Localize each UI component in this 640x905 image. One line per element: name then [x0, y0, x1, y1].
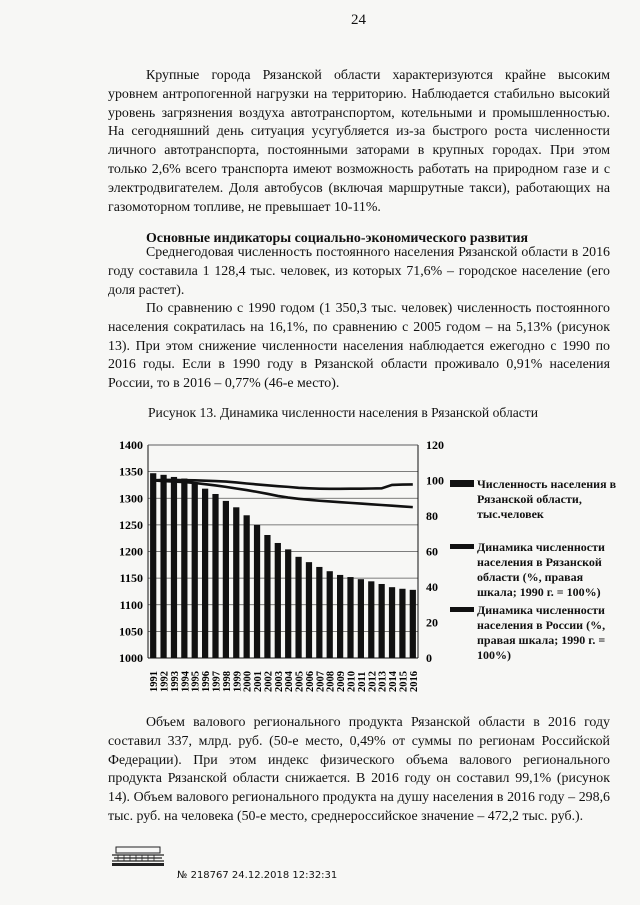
left-tick-label: 1400 — [119, 438, 143, 452]
paragraph-population-change: По сравнению с 1990 годом (1 350,3 тыс. человек) численность постоянного населения сократилась на 16,1%, по сравнению с 2005 годом – на 5,13% (рисунок 13). При этом снижение численности населения наблюдается ежегодно с 1990 по 2016 годы. Если в 1990 году в Рязанской области проживало 0,91% населения России, то в 2016 – 0,77% (46-е место). — [108, 301, 610, 392]
bar-2003 — [275, 543, 281, 658]
bar-2012 — [368, 581, 374, 658]
x-tick-label: 2003 — [273, 671, 285, 692]
x-tick-label: 2013 — [377, 671, 389, 692]
bar-1998 — [223, 501, 229, 658]
x-tick-label: 2008 — [325, 671, 337, 692]
x-tick-label: 2012 — [367, 671, 379, 692]
right-tick-label: 60 — [426, 544, 438, 559]
bar-1993 — [171, 477, 177, 658]
left-tick-label: 1100 — [119, 597, 143, 612]
bar-2002 — [264, 535, 270, 658]
left-tick-label: 1150 — [119, 571, 143, 586]
x-tick-label: 2016 — [408, 671, 420, 692]
x-tick-label: 2006 — [304, 671, 316, 692]
left-tick-label: 1250 — [119, 517, 143, 532]
x-tick-label: 2000 — [242, 671, 254, 692]
right-tick-label: 120 — [426, 438, 444, 452]
bar-2006 — [306, 562, 312, 658]
x-tick-label: 2001 — [253, 671, 265, 692]
legend-swatch-line — [450, 544, 474, 549]
bar-2011 — [358, 579, 364, 658]
bar-2001 — [254, 525, 260, 658]
page-number: 24 — [351, 12, 366, 28]
x-tick-label: 1993 — [169, 671, 181, 692]
legend-label: Динамика численности населения в России (%, правая шкала; 1990 г. = 100%) — [477, 603, 606, 662]
bar-2004 — [285, 549, 291, 658]
right-tick-label: 100 — [426, 473, 444, 488]
bar-1996 — [202, 489, 208, 658]
x-tick-label: 2002 — [263, 671, 275, 692]
x-tick-label: 2005 — [294, 671, 306, 692]
left-tick-label: 1200 — [119, 544, 143, 559]
legend-swatch-line — [450, 607, 474, 612]
bar-2000 — [244, 515, 250, 658]
paragraph-grp: Объем валового регионального продукта Рязанской области в 2016 году составил 337, млрд. руб. (50-е место, 0,49% от суммы по регионам Российской Федерации). При этом индекс физического объема валового регионального продукта Рязанской области снижается. В 2016 году он составил 99,1% (рисунок 14). Объем валового регионального продукта на душу населения в 2016 году – 298,6 тыс. руб. на человека (50-е место, среднероссийское значение – 472,2 тыс. руб.). — [108, 715, 610, 824]
x-tick-label: 1998 — [221, 671, 233, 692]
x-tick-label: 2007 — [315, 671, 327, 692]
right-tick-label: 40 — [426, 580, 438, 594]
bar-2013 — [379, 584, 385, 658]
legend-label: Численность населения в Рязанской области, тыс.человек — [477, 477, 617, 521]
legend-label: Динамика численности населения в Рязанской области (%, правая шкала; 1990 г. = 100%) — [477, 540, 605, 599]
bar-1991 — [150, 473, 156, 658]
right-tick-label: 0 — [426, 651, 432, 665]
x-tick-label: 1991 — [149, 671, 161, 692]
x-tick-label: 2009 — [336, 671, 348, 692]
population-chart — [100, 430, 450, 695]
x-tick-label: 1995 — [190, 671, 202, 692]
document-stamp: № 218767 24.12.2018 12:32:31 — [177, 870, 338, 881]
left-tick-label: 1300 — [119, 491, 143, 506]
x-tick-label: 2004 — [284, 671, 296, 692]
bar-1994 — [181, 479, 187, 658]
bar-2008 — [327, 571, 333, 658]
bar-2014 — [389, 587, 395, 658]
x-tick-label: 1999 — [232, 671, 244, 692]
bar-2009 — [337, 575, 343, 658]
bar-2010 — [347, 577, 353, 658]
legend-swatch-bar — [450, 480, 474, 487]
left-tick-label: 1000 — [119, 651, 143, 665]
paragraph-population-2016: Среднегодовая численность постоянного населения Рязанской области в 2016 году составила 1 128,4 тыс. человек, из которых 71,6% – городское население (его доля растет). — [108, 245, 610, 298]
x-tick-label: 2014 — [388, 671, 400, 692]
bar-2015 — [399, 589, 405, 658]
figure-caption: Рисунок 13. Динамика численности населения в Рязанской области — [148, 405, 539, 420]
x-tick-label: 2015 — [398, 671, 410, 692]
bar-1995 — [192, 483, 198, 658]
bar-1992 — [160, 475, 166, 658]
right-tick-label: 80 — [426, 509, 438, 523]
paragraph-air-pollution: Крупные города Рязанской области характеризуются крайне высоким уровнем антропогенной нагрузки на территорию. Наблюдается стабильно высокий уровень загрязнения воздуха автотранспортом, котельными и промышленностью. На сегодняшний день ситуация усугубляется из-за быстрого роста численности личного автотранспорта, постоянными заторами в крупных городах. При этом только 2,6% всего транспорта имеют возможность работать на природном газе и с электродвигателем. Доля автобусов (включая маршрутные такси), работающих на газомоторном топливе, не превышает 10-11%. — [108, 68, 610, 215]
bar-1999 — [233, 507, 239, 658]
bar-2016 — [410, 590, 416, 658]
left-tick-label: 1050 — [119, 624, 143, 639]
x-tick-label: 1994 — [180, 671, 192, 692]
right-tick-label: 20 — [426, 615, 438, 630]
government-logo — [108, 845, 168, 867]
x-tick-label: 1997 — [211, 671, 223, 692]
left-tick-label: 1350 — [119, 464, 143, 479]
bar-1997 — [212, 494, 218, 658]
x-tick-label: 2011 — [356, 671, 368, 692]
section-heading: Основные индикаторы социально-экономического развития — [146, 231, 528, 246]
x-tick-label: 2010 — [346, 671, 358, 692]
bar-2007 — [316, 567, 322, 658]
x-tick-label: 1996 — [201, 671, 213, 692]
bar-2005 — [295, 557, 301, 658]
x-tick-label: 1992 — [159, 671, 171, 692]
